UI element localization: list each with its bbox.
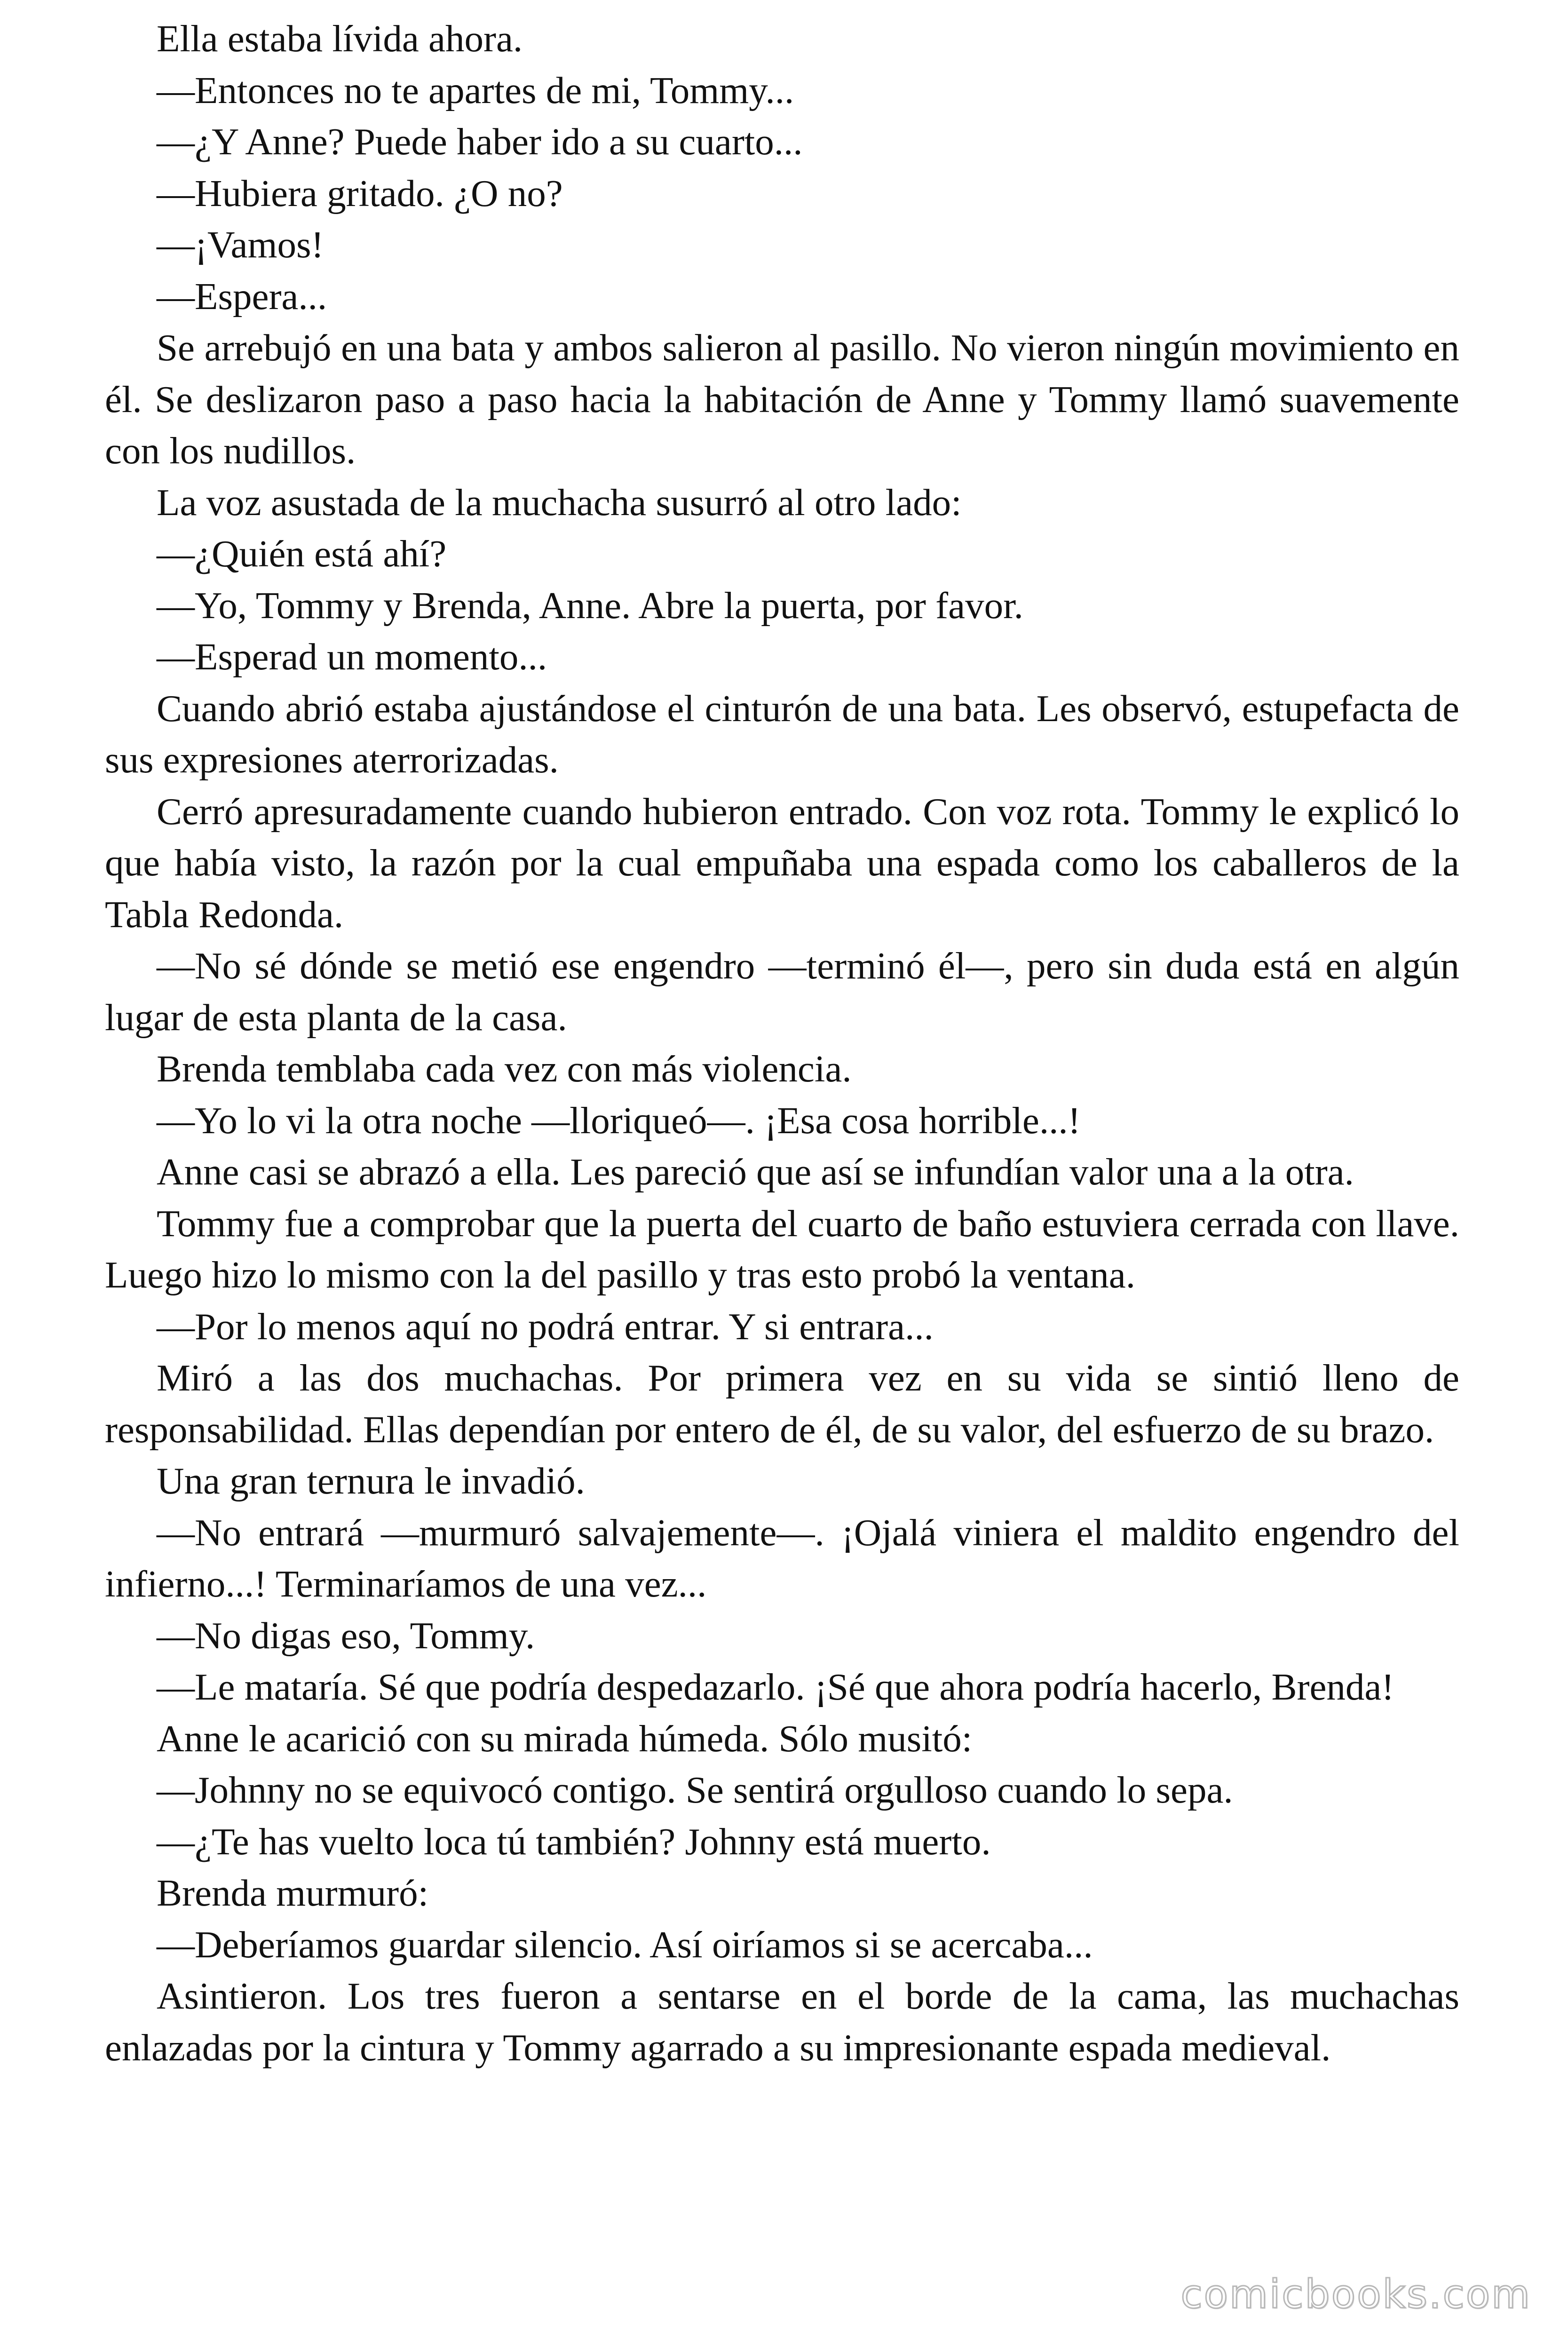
paragraph: Anne casi se abrazó a ella. Les pareció que así se infundían valor una a la otra. bbox=[157, 1151, 1354, 1193]
paragraph: —Por lo menos aquí no podrá entrar. Y si entrara... bbox=[157, 1305, 934, 1348]
paragraph: Cuando abrió estaba ajustándose el cinturón de una bata. Les observó, estupefacta de sus expresiones aterrorizadas. bbox=[105, 687, 1459, 781]
paragraph: Brenda murmuró: bbox=[157, 1872, 429, 1914]
watermark: comicbooks.com bbox=[1180, 2271, 1531, 2317]
paragraph: —¿Quién está ahí? bbox=[157, 532, 447, 575]
paragraph: Una gran ternura le invadió. bbox=[157, 1460, 585, 1502]
paragraph: —Esperad un momento... bbox=[157, 636, 547, 678]
paragraph: Se arrebujó en una bata y ambos salieron al pasillo. No vieron ningún movimiento en él. Se deslizaron paso a paso hacia la habitación de Anne y Tommy llamó suavemente con los nudillos. bbox=[105, 326, 1459, 472]
paragraph: Brenda temblaba cada vez con más violencia. bbox=[157, 1048, 852, 1090]
paragraph: —¿Y Anne? Puede haber ido a su cuarto... bbox=[157, 120, 803, 163]
paragraph: Asintieron. Los tres fueron a sentarse en el borde de la cama, las muchachas enlazadas por la cintura y Tommy agarrado a su impresionante espada medieval. bbox=[105, 1975, 1459, 2069]
paragraph: —Yo lo vi la otra noche —lloriqueó—. ¡Esa cosa horrible...! bbox=[157, 1099, 1081, 1142]
paragraph: Ella estaba lívida ahora. bbox=[157, 17, 523, 60]
paragraph: —Le mataría. Sé que podría despedazarlo. ¡Sé que ahora podría hacerlo, Brenda! bbox=[157, 1666, 1394, 1708]
paragraph: —Hubiera gritado. ¿O no? bbox=[157, 172, 563, 215]
paragraph: —No sé dónde se metió ese engendro —terminó él—, pero sin duda está en algún lugar de esta planta de la casa. bbox=[105, 945, 1459, 1039]
paragraph: —Espera... bbox=[157, 275, 327, 318]
paragraph: Anne le acarició con su mirada húmeda. Sólo musitó: bbox=[157, 1717, 973, 1760]
paragraph: Tommy fue a comprobar que la puerta del cuarto de baño estuviera cerrada con llave. Luego hizo lo mismo con la del pasillo y tras esto probó la ventana. bbox=[105, 1202, 1459, 1296]
paragraph: —Johnny no se equivocó contigo. Se sentirá orgulloso cuando lo sepa. bbox=[157, 1769, 1233, 1811]
paragraph: —Deberíamos guardar silencio. Así oiríamos si se acercaba... bbox=[157, 1923, 1093, 1966]
paragraph: —No entrará —murmuró salvajemente—. ¡Ojalá viniera el maldito engendro del infierno...! Terminaríamos de una vez... bbox=[105, 1511, 1459, 1605]
paragraph: Miró a las dos muchachas. Por primera vez en su vida se sintió lleno de responsabilidad. Ellas dependían por entero de él, de su valor, del esfuerzo de su brazo. bbox=[105, 1357, 1459, 1451]
paragraph: La voz asustada de la muchacha susurró al otro lado: bbox=[157, 481, 962, 524]
paragraph: —No digas eso, Tommy. bbox=[157, 1614, 535, 1657]
paragraph: —¡Vamos! bbox=[157, 223, 324, 266]
paragraph: —¿Te has vuelto loca tú también? Johnny está muerto. bbox=[157, 1820, 991, 1863]
paragraph: —Yo, Tommy y Brenda, Anne. Abre la puerta, por favor. bbox=[157, 584, 1023, 627]
paragraph: Cerró apresuradamente cuando hubieron entrado. Con voz rota. Tommy le explicó lo que había visto, la razón por la cual empuñaba una espada como los caballeros de la Tabla Redonda. bbox=[105, 790, 1459, 936]
page-text bbox=[105, 13, 1459, 2074]
paragraph: —Entonces no te apartes de mi, Tommy... bbox=[157, 69, 794, 111]
